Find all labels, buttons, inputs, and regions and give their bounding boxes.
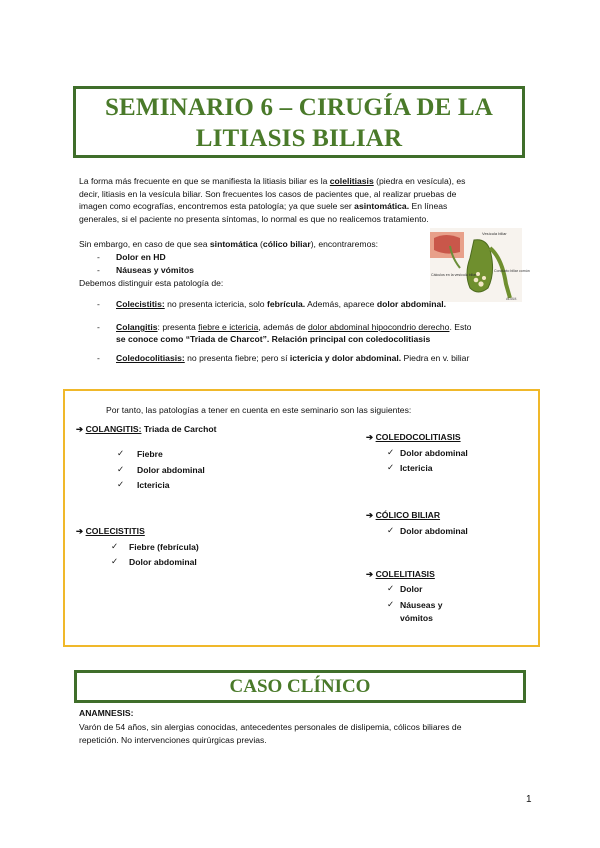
- intro-line-1: La forma más frecuente en que se manifiesta la litiasis biliar es la colelitiasis (piedra en vesícula), es: [79, 176, 466, 186]
- arrow-icon: ➔: [76, 424, 84, 434]
- check-icon: ✓: [387, 525, 395, 535]
- image-label-left: Cálculos en la vesícula biliar: [431, 273, 477, 277]
- check-icon: ✓: [387, 447, 395, 457]
- arrow-icon: ➔: [366, 432, 374, 442]
- anamnesis-label: ANAMNESIS:: [79, 708, 134, 718]
- distinguish-line: Debemos distinguir esta patología de:: [79, 278, 224, 288]
- gallbladder-image: [430, 228, 530, 302]
- intro-line-4: generales, si el paciente no presenta síntomas, lo normal es que no realicemos tratamiento.: [79, 213, 429, 224]
- arrow-icon: ➔: [366, 569, 374, 579]
- gallbladder-illustration: [430, 228, 530, 302]
- summary-item: Ictericia: [400, 463, 433, 473]
- summary-item: Dolor abdominal: [400, 526, 468, 536]
- summary-colico-biliar: ➔ CÓLICO BILIAR: [366, 510, 441, 520]
- check-icon: ✓: [387, 583, 395, 593]
- arrow-icon: ➔: [366, 510, 374, 520]
- summary-item: Dolor abdominal: [129, 557, 197, 567]
- anamnesis-text: Varón de 54 años, sin alergias conocidas, antecedentes personales de dislipemia, cólicos biliares de repetición. No intervenciones quirúrgicas previas.: [79, 722, 462, 745]
- page-title-line-2: LITIASIS BILIAR: [195, 125, 403, 152]
- image-label-right: Conducto biliar común: [494, 269, 530, 273]
- check-icon: ✓: [117, 464, 125, 474]
- summary-colelitiasis: ➔ COLELITIASIS: [366, 569, 435, 579]
- summary-item: vómitos: [400, 613, 433, 623]
- pathology-dash: -: [97, 299, 100, 309]
- image-credit: ADAM.: [506, 297, 518, 301]
- intro-paragraph: [79, 175, 520, 225]
- summary-item: Ictericia: [137, 480, 170, 490]
- symptom-item: -: [97, 252, 100, 262]
- check-icon: ✓: [111, 541, 119, 551]
- summary-item: Dolor: [400, 584, 423, 594]
- pathology-dash: -: [97, 322, 100, 332]
- summary-colangitis: ➔ COLANGITIS: Triada de Carchot: [76, 424, 217, 434]
- summary-intro: Por tanto, las patologías a tener en cuenta en este seminario son las siguientes:: [106, 405, 412, 415]
- pathology-coledocolitiasis: Coledocolitiasis: no presenta fiebre; pero sí ictericia y dolor abdominal. Piedra en v. biliar: [116, 353, 470, 363]
- pathology-colecistitis: Colecistitis: no presenta ictericia, solo febrícula. Además, aparece dolor abdominal.: [116, 299, 447, 309]
- symptom-label: Náuseas y vómitos: [116, 265, 194, 275]
- check-icon: ✓: [117, 448, 125, 458]
- check-icon: ✓: [387, 599, 395, 609]
- case-title: CASO CLÍNICO: [229, 676, 371, 697]
- summary-coledocolitiasis: ➔ COLEDOCOLITIASIS: [366, 432, 461, 442]
- image-label-top: Vesícula biliar: [482, 231, 507, 236]
- check-icon: ✓: [387, 462, 395, 472]
- summary-item: Fiebre: [137, 449, 163, 459]
- summary-item: Náuseas y: [400, 600, 443, 610]
- case-title-box: [74, 670, 526, 703]
- summary-item: Dolor abdominal: [137, 465, 205, 475]
- page-number: 1: [526, 794, 532, 805]
- intro-line-3: imagen como ecografías, encontremos esta patología; ya que suele ser asintomática. En líneas: [79, 201, 448, 212]
- check-icon: ✓: [117, 479, 125, 489]
- intro-line-2: decir, litiasis en la vesícula biliar. Son frecuentes los casos de pacientes que, al realizar pruebas de: [79, 188, 457, 199]
- arrow-icon: ➔: [76, 526, 84, 536]
- check-icon: ✓: [111, 556, 119, 566]
- summary-item: Fiebre (febrícula): [129, 542, 199, 552]
- pathology-dash: -: [97, 353, 100, 363]
- summary-colecistitis: ➔ COLECISTITIS: [76, 526, 145, 536]
- symptom-item: -: [97, 265, 100, 275]
- pathology-colangitis: Colangitis: presenta fiebre e ictericia, además de dolor abdominal hipocondrio derecho. Esto se conoce como “Triada de Charcot”. Relación principal con coledocolitiasis: [116, 322, 472, 345]
- summary-item: Dolor abdominal: [400, 448, 468, 458]
- page-title-line-1: SEMINARIO 6 – CIRUGÍA DE LA: [104, 94, 494, 121]
- intro-symptomatic-line: Sin embargo, en caso de que sea sintomática (cólico biliar), encontraremos:: [79, 239, 379, 249]
- title-box: [73, 86, 525, 158]
- term-colelitiasis: colelitiasis: [329, 176, 374, 186]
- symptom-label: Dolor en HD: [116, 252, 166, 262]
